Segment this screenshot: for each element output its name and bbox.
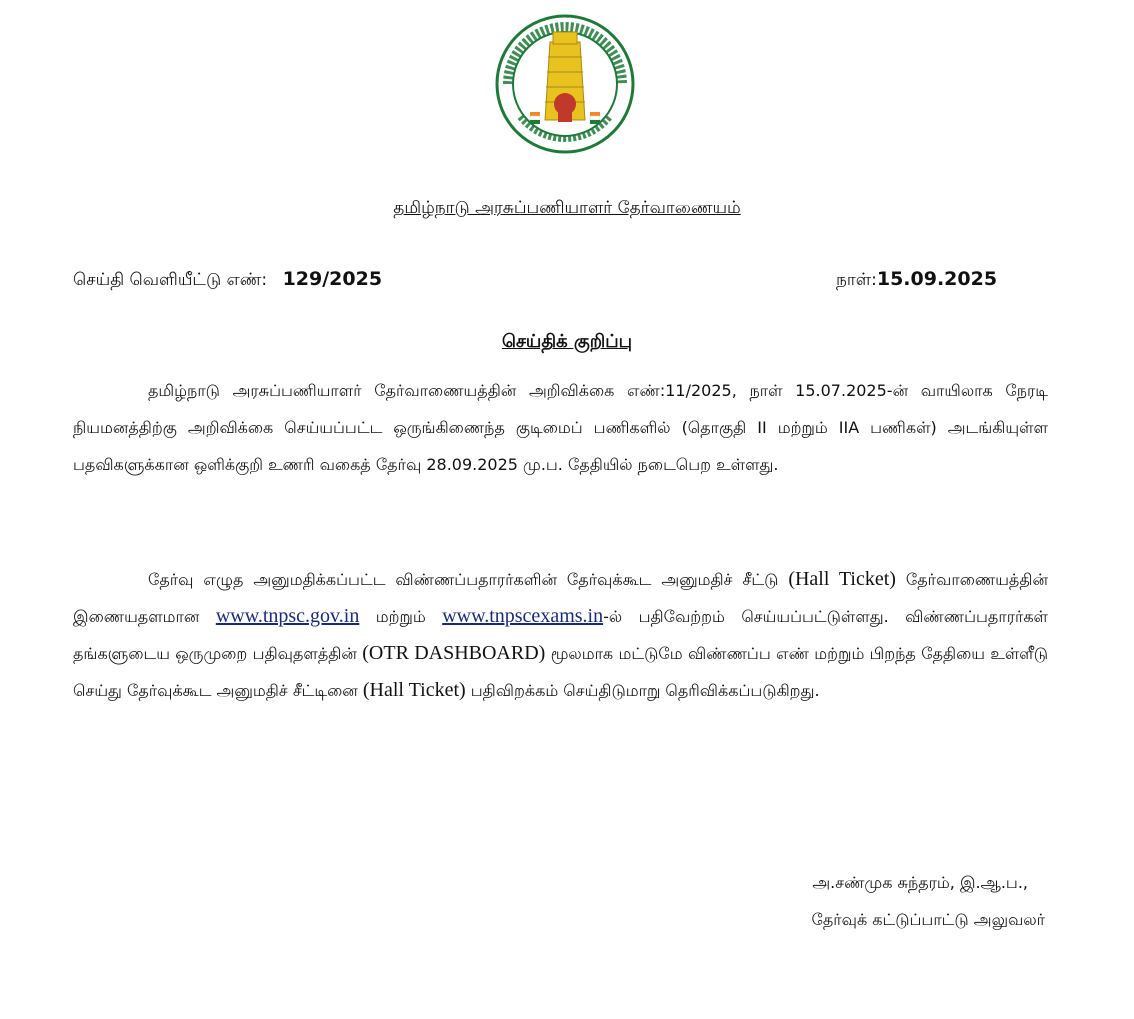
tamil-nadu-government-emblem <box>490 12 640 160</box>
paragraph-hall-ticket <box>73 561 1048 709</box>
paragraph-2-part-5: மூலமாக மட்டுமே விண்ணப்ப எண் மற்றும் பிறந்த தேதியை உள்ளீடு செய்து தேர்வுக்கூட அனுமதிச் சீட்டினை <box>73 644 1048 700</box>
tnpscexams-website-link[interactable]: www.tnpscexams.in <box>442 605 604 627</box>
date-value: 15.09.2025 <box>876 268 998 290</box>
emblem-graphic <box>490 12 640 160</box>
tnpsc-website-link[interactable]: www.tnpsc.gov.in <box>215 605 360 627</box>
paragraph-1-text: தமிழ்நாடு அரசுப்பணியாளர் தேர்வாணையத்தின் அறிவிக்கை எண்:11/2025, நாள் 15.07.2025-ன் வாயிலாக நேரடி நியமனத்திற்கு அறிவிக்கை செய்யப்பட்ட ஒருங்கிணைந்த குடிமைப் பணிகளில் (தொகுதி II மற்றும் IIA பணிகள்) அடங்கியுள்ள பதவிகளுக்கான ஒளிக்குறி உணரி வகைத் தேர்வு 28.09.2025 மு.ப. தேதியில் நடைபெற உள்ளது. <box>73 381 1048 474</box>
paragraph-notification <box>73 372 1048 483</box>
otr-dashboard-term: (OTR DASHBOARD) <box>362 642 546 664</box>
hall-ticket-term: (Hall Ticket) <box>788 568 896 590</box>
organisation-title: தமிழ்நாடு அரசுப்பணியாளர் தேர்வாணையம் <box>393 198 741 218</box>
date-line <box>836 268 997 292</box>
paragraph-2-part-4: -ல் பதிவேற்றம் செய்யப்பட்டுள்ளது. விண்ணப்பதாரர்கள் தங்களுடைய ஒருமுறை பதிவுதளத்தின் <box>73 607 1048 663</box>
signatory-designation: தேர்வுக் கட்டுப்பாட்டு அலுவலர் <box>811 910 1045 929</box>
paragraph-2-part-1: தேர்வு எழுத அனுமதிக்கப்பட்ட விண்ணப்பதாரர்களின் தேர்வுக்கூட அனுமதிச் சீட்டு <box>148 570 789 589</box>
hall-ticket-term: (Hall Ticket) <box>362 679 466 701</box>
signatory-name: அ.சண்முக சுந்தரம், இ.ஆ.ப., <box>812 873 1028 892</box>
press-release-number-line <box>73 268 382 292</box>
paragraph-2-part-3: மற்றும் <box>359 607 443 626</box>
paragraph-2-part-2: தேர்வாணையத்தின் இணையதளமான <box>73 570 1048 626</box>
date-label: நாள்: <box>836 270 877 290</box>
press-release-number: 129/2025 <box>282 268 383 290</box>
paragraph-2-part-6: பதிவிறக்கம் செய்திடுமாறு தெரிவிக்கப்படுகிறது. <box>465 681 820 700</box>
press-release-label: செய்தி வெளியீட்டு எண்: <box>73 270 268 290</box>
press-note-heading: செய்திக் குறிப்பு <box>501 331 633 352</box>
